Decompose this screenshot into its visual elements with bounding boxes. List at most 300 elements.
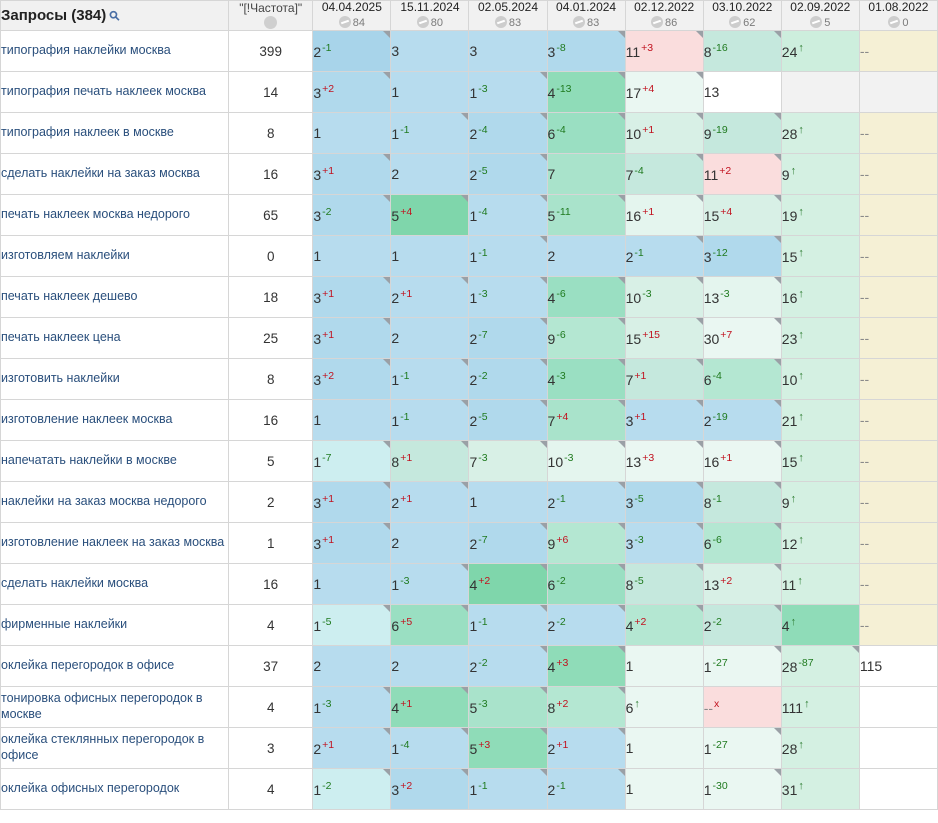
position-cell[interactable] bbox=[781, 72, 859, 113]
cell-note-corner-icon[interactable] bbox=[461, 564, 468, 571]
position-cell[interactable] bbox=[547, 72, 625, 113]
cell-note-corner-icon[interactable] bbox=[696, 195, 703, 202]
query-cell[interactable]: оклейка перегородок в офисе bbox=[1, 646, 229, 687]
cell-note-corner-icon[interactable] bbox=[774, 769, 781, 776]
table-row[interactable] bbox=[1, 564, 938, 605]
position-cell[interactable] bbox=[781, 359, 859, 400]
cell-note-corner-icon[interactable] bbox=[540, 277, 547, 284]
cell-note-corner-icon[interactable] bbox=[696, 236, 703, 243]
position-cell[interactable] bbox=[313, 72, 391, 113]
query-cell[interactable]: типография печать наклеек москва bbox=[1, 72, 229, 113]
position-cell[interactable] bbox=[781, 605, 859, 646]
position-cell[interactable] bbox=[547, 687, 625, 728]
position-delta: -1 bbox=[556, 493, 566, 506]
cell-note-corner-icon[interactable] bbox=[540, 236, 547, 243]
position-cell[interactable] bbox=[859, 236, 937, 277]
position-cell[interactable] bbox=[391, 72, 469, 113]
position-cell[interactable] bbox=[547, 769, 625, 810]
position-cell[interactable] bbox=[391, 195, 469, 236]
cell-note-corner-icon[interactable] bbox=[618, 564, 625, 571]
cell-note-corner-icon[interactable] bbox=[696, 359, 703, 366]
position-cell[interactable] bbox=[859, 441, 937, 482]
position-cell[interactable] bbox=[313, 728, 391, 769]
cell-note-corner-icon[interactable] bbox=[774, 523, 781, 530]
cell-note-corner-icon[interactable] bbox=[540, 564, 547, 571]
search-icon[interactable]: ⚲ bbox=[106, 6, 124, 25]
table-row[interactable] bbox=[1, 482, 938, 523]
cell-note-corner-icon[interactable] bbox=[461, 728, 468, 735]
position-cell[interactable] bbox=[781, 154, 859, 195]
position-cell[interactable] bbox=[859, 482, 937, 523]
cell-note-corner-icon[interactable] bbox=[461, 400, 468, 407]
cell-note-corner-icon[interactable] bbox=[618, 359, 625, 366]
cell-note-corner-icon[interactable] bbox=[540, 400, 547, 407]
table-row[interactable] bbox=[1, 687, 938, 728]
cell-note-corner-icon[interactable] bbox=[696, 605, 703, 612]
cell-note-corner-icon[interactable] bbox=[696, 318, 703, 325]
position-cell[interactable] bbox=[469, 482, 547, 523]
position-cell[interactable] bbox=[859, 195, 937, 236]
position-cell[interactable] bbox=[625, 359, 703, 400]
position-cell[interactable] bbox=[547, 482, 625, 523]
cell-note-corner-icon[interactable] bbox=[774, 277, 781, 284]
position-cell[interactable] bbox=[859, 605, 937, 646]
position-cell[interactable] bbox=[469, 441, 547, 482]
cell-note-corner-icon[interactable] bbox=[618, 523, 625, 530]
cell-note-corner-icon[interactable] bbox=[852, 646, 859, 653]
cell-note-corner-icon[interactable] bbox=[383, 687, 390, 694]
queries-column-header[interactable] bbox=[1, 1, 229, 31]
position-cell[interactable] bbox=[703, 72, 781, 113]
position-cell[interactable] bbox=[313, 195, 391, 236]
position-cell[interactable] bbox=[547, 564, 625, 605]
position-cell[interactable] bbox=[313, 31, 391, 72]
cell-note-corner-icon[interactable] bbox=[461, 769, 468, 776]
cell-note-corner-icon[interactable] bbox=[540, 769, 547, 776]
cell-note-corner-icon[interactable] bbox=[383, 72, 390, 79]
table-row[interactable] bbox=[1, 769, 938, 810]
position-cell[interactable] bbox=[391, 441, 469, 482]
position-cell[interactable] bbox=[469, 769, 547, 810]
position-cell[interactable] bbox=[781, 236, 859, 277]
cell-note-corner-icon[interactable] bbox=[618, 728, 625, 735]
position-cell[interactable] bbox=[391, 687, 469, 728]
position-cell[interactable] bbox=[547, 277, 625, 318]
query-cell[interactable]: наклейки на заказ москва недорого bbox=[1, 482, 229, 523]
position-cell[interactable] bbox=[859, 564, 937, 605]
cell-note-corner-icon[interactable] bbox=[696, 564, 703, 571]
query-cell[interactable]: сделать наклейки на заказ москва bbox=[1, 154, 229, 195]
position-cell[interactable] bbox=[703, 400, 781, 441]
position-cell[interactable] bbox=[625, 646, 703, 687]
table-row[interactable] bbox=[1, 646, 938, 687]
cell-note-corner-icon[interactable] bbox=[618, 646, 625, 653]
cell-note-corner-icon[interactable] bbox=[461, 277, 468, 284]
position-cell[interactable] bbox=[703, 195, 781, 236]
position-cell[interactable] bbox=[781, 687, 859, 728]
position-cell[interactable] bbox=[859, 277, 937, 318]
position-cell[interactable] bbox=[703, 154, 781, 195]
position-cell[interactable] bbox=[547, 113, 625, 154]
position-cell[interactable] bbox=[547, 646, 625, 687]
cell-note-corner-icon[interactable] bbox=[696, 31, 703, 38]
date-column-header-6[interactable] bbox=[781, 1, 859, 31]
query-cell[interactable]: изготовить наклейки bbox=[1, 359, 229, 400]
position-cell[interactable] bbox=[469, 318, 547, 359]
query-cell[interactable]: фирменные наклейки bbox=[1, 605, 229, 646]
position-cell[interactable] bbox=[547, 523, 625, 564]
position-cell[interactable] bbox=[313, 359, 391, 400]
position-cell[interactable] bbox=[781, 769, 859, 810]
position-cell[interactable] bbox=[469, 236, 547, 277]
cell-note-corner-icon[interactable] bbox=[774, 482, 781, 489]
position-cell[interactable] bbox=[781, 277, 859, 318]
cell-note-corner-icon[interactable] bbox=[540, 359, 547, 366]
cell-note-corner-icon[interactable] bbox=[774, 318, 781, 325]
date-label: 01.08.2022 bbox=[868, 0, 929, 15]
position-cell[interactable] bbox=[859, 359, 937, 400]
cell-note-corner-icon[interactable] bbox=[618, 195, 625, 202]
cell-note-corner-icon[interactable] bbox=[696, 72, 703, 79]
position-cell[interactable] bbox=[313, 646, 391, 687]
position-cell[interactable] bbox=[859, 728, 937, 769]
position-cell[interactable] bbox=[313, 113, 391, 154]
cell-note-corner-icon[interactable] bbox=[383, 769, 390, 776]
cell-note-corner-icon[interactable] bbox=[774, 195, 781, 202]
position-cell[interactable] bbox=[703, 523, 781, 564]
cell-note-corner-icon[interactable] bbox=[540, 605, 547, 612]
cell-note-corner-icon[interactable] bbox=[540, 154, 547, 161]
position-cell[interactable] bbox=[859, 687, 937, 728]
position-cell[interactable] bbox=[547, 318, 625, 359]
position-cell[interactable] bbox=[391, 728, 469, 769]
position-cell[interactable] bbox=[391, 154, 469, 195]
table-row[interactable] bbox=[1, 318, 938, 359]
table-row[interactable] bbox=[1, 72, 938, 113]
position-value: 7 bbox=[469, 453, 478, 470]
position-cell[interactable] bbox=[625, 277, 703, 318]
date-column-header-4[interactable] bbox=[625, 1, 703, 31]
cell-note-corner-icon[interactable] bbox=[383, 605, 390, 612]
position-cell[interactable] bbox=[703, 113, 781, 154]
cell-note-corner-icon[interactable] bbox=[774, 154, 781, 161]
cell-note-corner-icon[interactable] bbox=[383, 728, 390, 735]
position-cell[interactable] bbox=[469, 400, 547, 441]
cell-note-corner-icon[interactable] bbox=[618, 31, 625, 38]
position-cell[interactable] bbox=[859, 154, 937, 195]
position-cell[interactable] bbox=[391, 482, 469, 523]
position-cell[interactable] bbox=[625, 482, 703, 523]
position-cell[interactable] bbox=[469, 605, 547, 646]
position-cell[interactable] bbox=[547, 400, 625, 441]
position-cell[interactable] bbox=[469, 359, 547, 400]
cell-note-corner-icon[interactable] bbox=[774, 359, 781, 366]
cell-note-corner-icon[interactable] bbox=[461, 195, 468, 202]
query-cell[interactable]: изготовление наклеек москва bbox=[1, 400, 229, 441]
table-row[interactable] bbox=[1, 277, 938, 318]
table-row[interactable] bbox=[1, 31, 938, 72]
position-cell[interactable] bbox=[391, 236, 469, 277]
position-cell[interactable] bbox=[391, 31, 469, 72]
position-cell[interactable] bbox=[625, 564, 703, 605]
cell-note-corner-icon[interactable] bbox=[618, 277, 625, 284]
cell-note-corner-icon[interactable] bbox=[540, 195, 547, 202]
cell-note-corner-icon[interactable] bbox=[618, 441, 625, 448]
position-cell[interactable] bbox=[391, 646, 469, 687]
position-cell[interactable] bbox=[469, 687, 547, 728]
cell-note-corner-icon[interactable] bbox=[618, 318, 625, 325]
cell-note-corner-icon[interactable] bbox=[774, 605, 781, 612]
position-cell[interactable] bbox=[781, 441, 859, 482]
cell-note-corner-icon[interactable] bbox=[383, 441, 390, 448]
query-cell[interactable]: типография наклеек в москве bbox=[1, 113, 229, 154]
date-column-header-5[interactable] bbox=[703, 1, 781, 31]
position-cell[interactable] bbox=[859, 318, 937, 359]
date-column-header-1[interactable] bbox=[391, 1, 469, 31]
position-cell[interactable] bbox=[313, 769, 391, 810]
position-cell[interactable] bbox=[313, 277, 391, 318]
position-cell[interactable] bbox=[469, 72, 547, 113]
position-cell[interactable] bbox=[703, 646, 781, 687]
table-row[interactable] bbox=[1, 523, 938, 564]
position-cell[interactable] bbox=[625, 605, 703, 646]
date-column-header-2[interactable] bbox=[469, 1, 547, 31]
position-cell[interactable] bbox=[625, 154, 703, 195]
query-cell[interactable]: изготовляем наклейки bbox=[1, 236, 229, 277]
position-cell[interactable] bbox=[391, 523, 469, 564]
position-cell[interactable] bbox=[703, 728, 781, 769]
position-cell[interactable] bbox=[313, 687, 391, 728]
cell-note-corner-icon[interactable] bbox=[774, 646, 781, 653]
position-cell[interactable] bbox=[625, 523, 703, 564]
date-column-header-0[interactable] bbox=[313, 1, 391, 31]
position-cell[interactable] bbox=[703, 277, 781, 318]
position-cell[interactable] bbox=[547, 728, 625, 769]
cell-note-corner-icon[interactable] bbox=[540, 687, 547, 694]
cell-note-corner-icon[interactable] bbox=[618, 482, 625, 489]
table-row[interactable] bbox=[1, 154, 938, 195]
cell-note-corner-icon[interactable] bbox=[540, 441, 547, 448]
cell-note-corner-icon[interactable] bbox=[618, 113, 625, 120]
cell-note-corner-icon[interactable] bbox=[774, 728, 781, 735]
position-cell[interactable] bbox=[859, 769, 937, 810]
cell-note-corner-icon[interactable] bbox=[696, 400, 703, 407]
position-cell[interactable] bbox=[469, 564, 547, 605]
position-value: 3 bbox=[703, 248, 712, 265]
position-cell[interactable] bbox=[547, 236, 625, 277]
position-cell[interactable] bbox=[469, 646, 547, 687]
position-cell[interactable] bbox=[313, 400, 391, 441]
position-cell[interactable] bbox=[313, 523, 391, 564]
position-cell[interactable] bbox=[859, 113, 937, 154]
position-cell[interactable] bbox=[703, 482, 781, 523]
cell-note-corner-icon[interactable] bbox=[461, 605, 468, 612]
position-cell[interactable] bbox=[391, 277, 469, 318]
position-cell[interactable] bbox=[781, 728, 859, 769]
position-cell[interactable] bbox=[547, 31, 625, 72]
cell-note-corner-icon[interactable] bbox=[696, 523, 703, 530]
position-cell[interactable] bbox=[781, 400, 859, 441]
position-cell[interactable] bbox=[547, 195, 625, 236]
cell-note-corner-icon[interactable] bbox=[461, 359, 468, 366]
cell-note-corner-icon[interactable] bbox=[540, 113, 547, 120]
cell-note-corner-icon[interactable] bbox=[774, 564, 781, 571]
position-cell[interactable] bbox=[781, 318, 859, 359]
cell-note-corner-icon[interactable] bbox=[696, 277, 703, 284]
position-cell[interactable] bbox=[391, 769, 469, 810]
position-cell[interactable] bbox=[781, 31, 859, 72]
position-cell[interactable] bbox=[859, 72, 937, 113]
position-cell[interactable] bbox=[391, 318, 469, 359]
date-label: 02.09.2022 bbox=[790, 0, 851, 15]
query-cell[interactable]: типография наклейки москва bbox=[1, 31, 229, 72]
cell-note-corner-icon[interactable] bbox=[696, 113, 703, 120]
cell-note-corner-icon[interactable] bbox=[540, 728, 547, 735]
position-cell[interactable] bbox=[781, 195, 859, 236]
position-cell[interactable] bbox=[625, 31, 703, 72]
position-cell[interactable] bbox=[625, 769, 703, 810]
cell-note-corner-icon[interactable] bbox=[461, 113, 468, 120]
position-cell[interactable] bbox=[859, 523, 937, 564]
query-cell[interactable]: изготовление наклеек на заказ москва bbox=[1, 523, 229, 564]
position-cell[interactable] bbox=[781, 646, 859, 687]
position-cell[interactable] bbox=[469, 154, 547, 195]
position-cell[interactable] bbox=[703, 359, 781, 400]
cell-note-corner-icon[interactable] bbox=[461, 441, 468, 448]
query-cell[interactable]: печать наклеек москва недорого bbox=[1, 195, 229, 236]
position-cell[interactable] bbox=[703, 318, 781, 359]
cell-note-corner-icon[interactable] bbox=[618, 769, 625, 776]
table-row[interactable] bbox=[1, 441, 938, 482]
cell-note-corner-icon[interactable] bbox=[618, 400, 625, 407]
table-row[interactable] bbox=[1, 400, 938, 441]
position-cell[interactable] bbox=[703, 564, 781, 605]
position-cell[interactable] bbox=[781, 113, 859, 154]
position-cell[interactable] bbox=[625, 72, 703, 113]
query-cell[interactable]: печать наклеек цена bbox=[1, 318, 229, 359]
position-cell[interactable] bbox=[391, 400, 469, 441]
table-row[interactable] bbox=[1, 113, 938, 154]
position-cell[interactable] bbox=[469, 277, 547, 318]
cell-note-corner-icon[interactable] bbox=[383, 277, 390, 284]
position-cell[interactable] bbox=[469, 113, 547, 154]
position-cell[interactable] bbox=[625, 113, 703, 154]
date-column-header-3[interactable] bbox=[547, 1, 625, 31]
position-cell[interactable] bbox=[391, 605, 469, 646]
position-cell[interactable] bbox=[625, 195, 703, 236]
position-cell[interactable] bbox=[703, 441, 781, 482]
position-cell[interactable] bbox=[703, 687, 781, 728]
query-cell[interactable]: напечатать наклейки в москве bbox=[1, 441, 229, 482]
cell-note-corner-icon[interactable] bbox=[383, 523, 390, 530]
position-cell[interactable] bbox=[313, 154, 391, 195]
query-cell[interactable]: оклейка стеклянных перегородок в офисе bbox=[1, 728, 229, 769]
position-cell[interactable] bbox=[469, 31, 547, 72]
position-cell[interactable] bbox=[469, 728, 547, 769]
cell-note-corner-icon[interactable] bbox=[696, 441, 703, 448]
cell-note-corner-icon[interactable] bbox=[383, 154, 390, 161]
cell-note-corner-icon[interactable] bbox=[540, 646, 547, 653]
table-row[interactable] bbox=[1, 236, 938, 277]
position-cell[interactable] bbox=[313, 605, 391, 646]
position-cell[interactable] bbox=[547, 441, 625, 482]
cell-note-corner-icon[interactable] bbox=[383, 31, 390, 38]
position-cell[interactable] bbox=[547, 605, 625, 646]
position-cell[interactable] bbox=[313, 441, 391, 482]
cell-note-corner-icon[interactable] bbox=[383, 318, 390, 325]
cell-note-corner-icon[interactable] bbox=[461, 482, 468, 489]
cell-note-corner-icon[interactable] bbox=[540, 318, 547, 325]
position-cell[interactable] bbox=[625, 441, 703, 482]
position-cell[interactable] bbox=[547, 359, 625, 400]
position-cell[interactable] bbox=[703, 605, 781, 646]
cell-note-corner-icon[interactable] bbox=[696, 154, 703, 161]
query-cell[interactable]: печать наклеек дешево bbox=[1, 277, 229, 318]
query-cell[interactable]: оклейка офисных перегородок bbox=[1, 769, 229, 810]
position-cell[interactable] bbox=[625, 236, 703, 277]
cell-note-corner-icon[interactable] bbox=[618, 605, 625, 612]
table-row[interactable] bbox=[1, 195, 938, 236]
position-cell[interactable] bbox=[781, 564, 859, 605]
position-cell[interactable] bbox=[391, 359, 469, 400]
date-column-header-7[interactable] bbox=[859, 1, 937, 31]
position-cell[interactable] bbox=[469, 195, 547, 236]
position-cell[interactable] bbox=[469, 523, 547, 564]
position-cell[interactable] bbox=[781, 482, 859, 523]
query-cell[interactable]: тонировка офисных перегородок в москве bbox=[1, 687, 229, 728]
position-cell[interactable] bbox=[547, 154, 625, 195]
cell-note-corner-icon[interactable] bbox=[383, 359, 390, 366]
frequency-column-header[interactable] bbox=[229, 1, 313, 31]
table-row[interactable] bbox=[1, 359, 938, 400]
cell-note-corner-icon[interactable] bbox=[696, 482, 703, 489]
table-row[interactable] bbox=[1, 728, 938, 769]
cell-note-corner-icon[interactable] bbox=[540, 72, 547, 79]
cell-note-corner-icon[interactable] bbox=[618, 687, 625, 694]
position-cell[interactable] bbox=[313, 564, 391, 605]
position-cell[interactable] bbox=[703, 236, 781, 277]
position-cell[interactable] bbox=[625, 728, 703, 769]
position-cell[interactable] bbox=[859, 400, 937, 441]
position-cell[interactable] bbox=[625, 318, 703, 359]
position-cell[interactable] bbox=[625, 687, 703, 728]
position-cell[interactable] bbox=[703, 769, 781, 810]
position-cell[interactable] bbox=[781, 523, 859, 564]
cell-note-corner-icon[interactable] bbox=[461, 687, 468, 694]
position-cell[interactable] bbox=[313, 482, 391, 523]
cell-note-corner-icon[interactable] bbox=[774, 236, 781, 243]
cell-note-corner-icon[interactable] bbox=[774, 400, 781, 407]
cell-note-corner-icon[interactable] bbox=[774, 441, 781, 448]
position-cell[interactable] bbox=[625, 400, 703, 441]
position-cell[interactable] bbox=[859, 646, 937, 687]
position-cell[interactable] bbox=[391, 113, 469, 154]
queries-column-title: Запросы (384) bbox=[1, 7, 107, 24]
cell-note-corner-icon[interactable] bbox=[383, 195, 390, 202]
cell-note-corner-icon[interactable] bbox=[618, 72, 625, 79]
query-cell[interactable]: сделать наклейки москва bbox=[1, 564, 229, 605]
position-cell[interactable] bbox=[313, 318, 391, 359]
cell-note-corner-icon[interactable] bbox=[383, 482, 390, 489]
cell-note-corner-icon[interactable] bbox=[540, 523, 547, 530]
position-cell[interactable] bbox=[859, 31, 937, 72]
position-cell[interactable] bbox=[391, 564, 469, 605]
table-row[interactable] bbox=[1, 605, 938, 646]
cell-note-corner-icon[interactable] bbox=[774, 113, 781, 120]
position-cell[interactable] bbox=[703, 31, 781, 72]
cell-note-corner-icon[interactable] bbox=[774, 31, 781, 38]
position-cell[interactable] bbox=[313, 236, 391, 277]
